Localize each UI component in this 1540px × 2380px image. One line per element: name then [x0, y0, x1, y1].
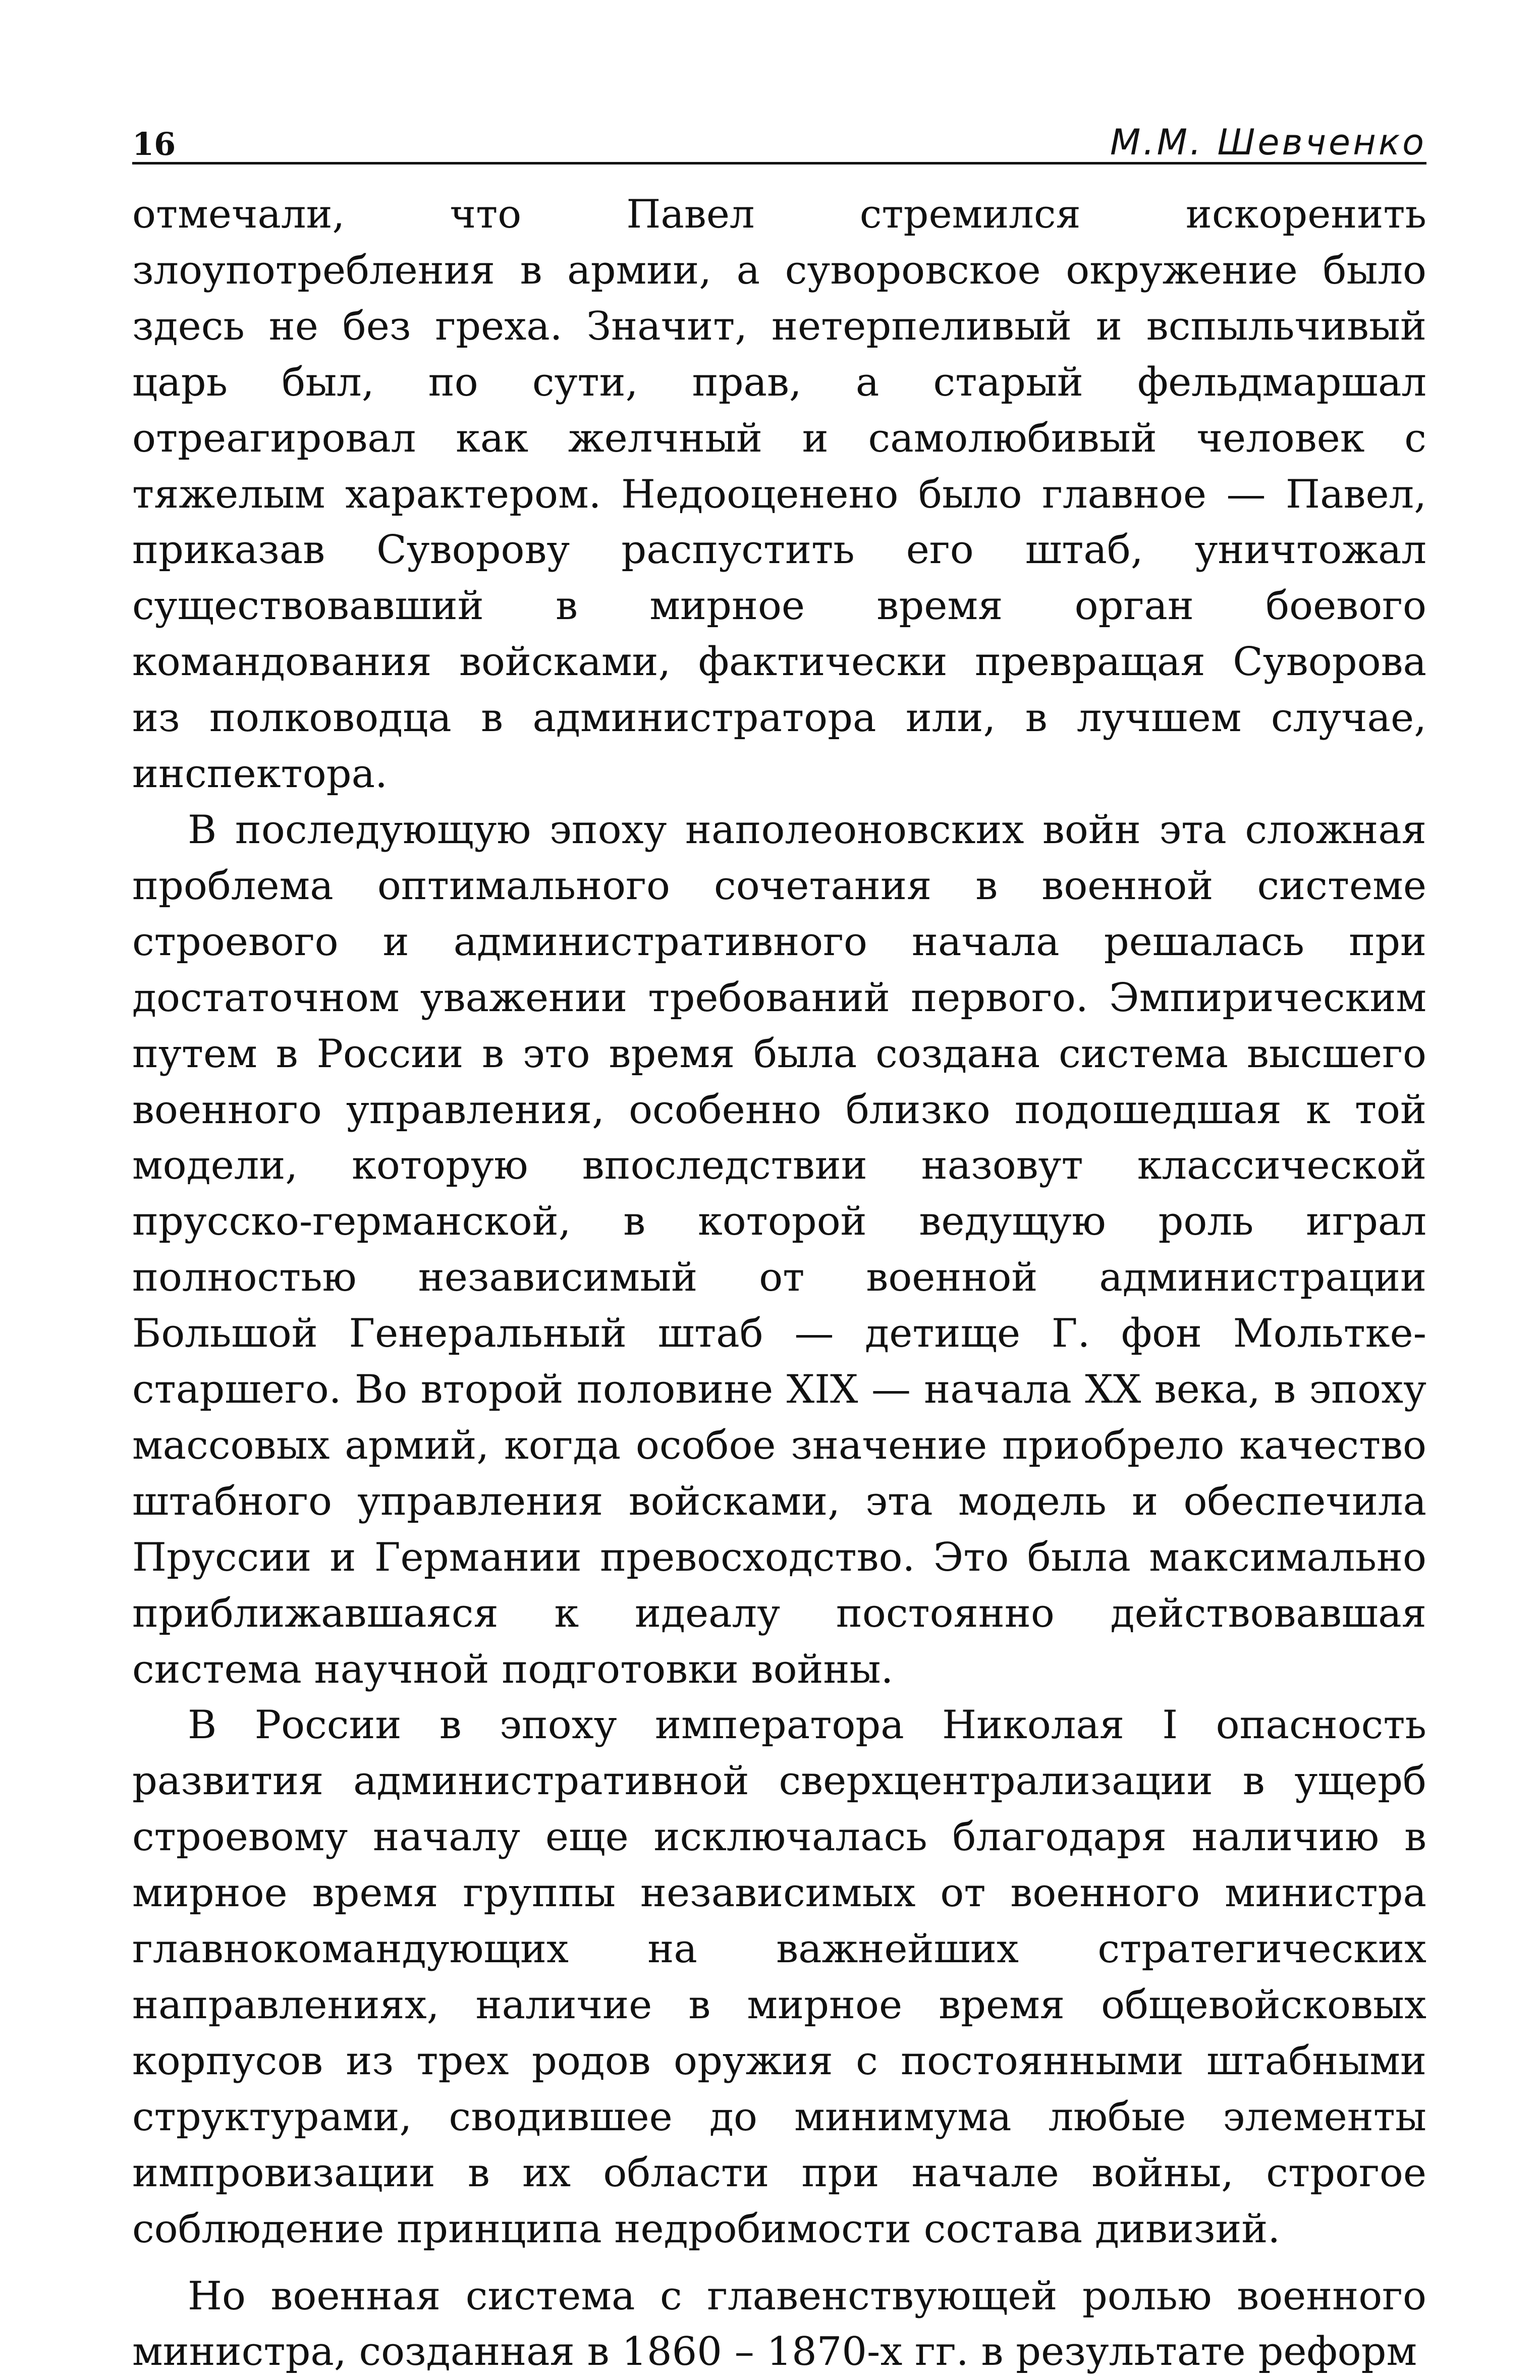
- paragraph: В последующую эпоху наполеоновских войн эта сложная проблема оптимального сочетания в военной системе строевого и административного начала решалась при достаточном уважении требований первого. Эмпирическим путем в России в это время была создана система высшего военного управления, особенно близко подошедшая к той модели, которую впоследствии назовут классической прусско-германской, в которой ведущую роль играл полностью независимый от военной администрации Большой Генеральный штаб — детище Г. фон Мольтке-старшего. Во второй половине XIX — начала XX века, в эпоху массовых армий, когда особое значение приобрело качество штабного управления войсками, эта модель и обеспечила Пруссии и Германии превосходство. Это была максимально приближавшаяся к идеалу постоянно действовавшая система научной подготовки войны.: [132, 807, 1426, 1692]
- book-page: [132, 114, 1426, 2380]
- running-head: [132, 114, 1426, 164]
- paragraph: В России в эпоху императора Николая I опасность развития административной сверхцентрализации в ущерб строевому началу еще исключалась благодаря наличию в мирное время группы независимых от военного министра главнокомандующих на важнейших стратегических направлениях, наличие в мирное время общевойсковых корпусов из трех родов оружия с постоянными штабными структурами, сводившее до минимума любые элементы импровизации в их области при начале войны, строгое соблюдение принципа недробимости состава дивизий.: [132, 1702, 1426, 2252]
- paragraph: отмечали, что Павел стремился искоренить злоупотребления в армии, а суворовское окружение было здесь не без греха. Значит, нетерпеливый и вспыльчивый царь был, по сути, прав, а старый фельдмаршал отреагировал как желчный и самолюбивый человек с тяжелым характером. Недооценено было главное — Павел, приказав Суворову распустить его штаб, уничтожал существовавший в мирное время орган боевого командования войсками, фактически превращая Суворова из полководца в администратора или, в лучшем случае, инспектора.: [132, 192, 1426, 797]
- page-number: 16: [132, 126, 176, 162]
- paragraph: Но военная система с главенствующей ролью военного министра, созданная в 1860 – 1870-х гг. в результате реформ: [132, 2273, 1426, 2375]
- running-head-author: М.М. Шевченко: [1110, 122, 1426, 163]
- body-text: [132, 187, 1426, 2380]
